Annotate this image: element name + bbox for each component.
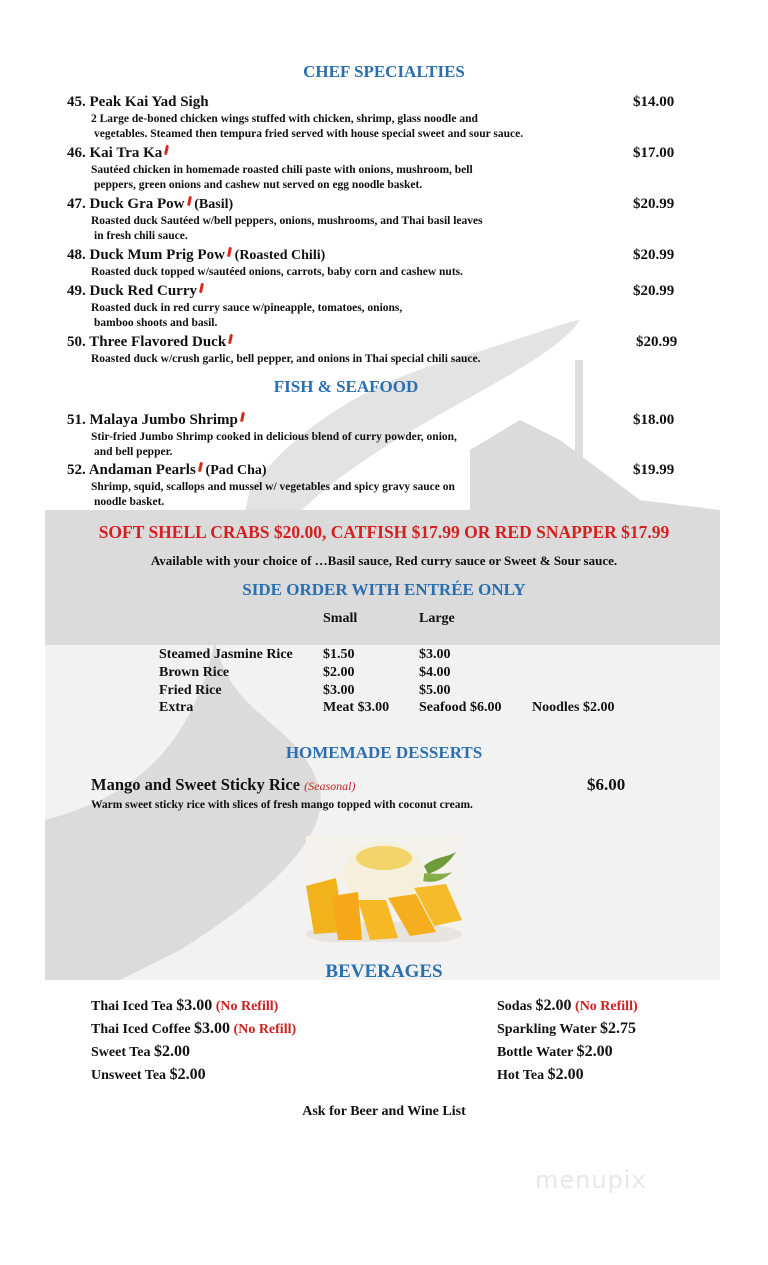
menupix-watermark: menupix [535,1166,647,1194]
beverage-name: Sparkling Water [497,1022,597,1037]
beverage-price: $2.00 [169,1066,206,1083]
desserts-heading: HOMEMADE DESSERTS [285,743,483,762]
menu-item-price: $20.99 [633,247,675,263]
menu-item-price: $20.99 [636,334,678,350]
menu-item [67,283,203,300]
beverage-price: $2.00 [154,1043,190,1060]
side-row-large: Seafood $6.00 [419,700,502,715]
beverage-name: Thai Iced Coffee [91,1022,191,1037]
side-row-extra: Noodles $2.00 [532,700,615,715]
beverage-refill-note: (No Refill) [215,999,279,1014]
specials-sauce-note: Available with your choice of …Basil sauce, Red curry sauce or Sweet & Sour sauce. [150,553,618,568]
beverages-heading: BEVERAGES [325,961,443,982]
menu-item-number: 45. [67,94,86,110]
menu-item-number: 49. [67,283,86,299]
menu-item-description: Sautéed chicken in homemade roasted chili paste with onions, mushroom, bell [91,164,473,176]
menu-item-number: 47. [67,196,86,212]
beer-wine-note: Ask for Beer and Wine List [302,1104,466,1119]
beverage-name: Unsweet Tea [91,1068,167,1083]
beverage-name: Sodas [497,999,533,1014]
side-row-small: $3.00 [323,683,355,698]
beverage-refill-note: (No Refill) [233,1022,297,1037]
dessert-price: $6.00 [587,775,626,794]
menu-item-name: Malaya Jumbo Shrimp [89,412,238,428]
dessert-seasonal-tag: (Seasonal) [304,779,356,793]
menu-item-price: $20.99 [633,196,675,212]
beverage-item [91,1043,190,1061]
dessert-description: Warm sweet sticky rice with slices of fresh mango topped with coconut cream. [91,799,473,811]
menu-item-price: $19.99 [633,462,675,478]
menu-item [67,94,209,111]
beverage-price: $2.00 [535,997,572,1014]
menu-item-description: in fresh chili sauce. [94,230,188,242]
menu-item-name: Andaman Pearls [88,462,196,478]
menu-item [67,145,168,162]
side-row-name: Brown Rice [159,665,230,680]
menu-item-subtitle: (Basil) [194,197,234,212]
menu-item-price: $17.00 [633,145,675,161]
menu-item-description: Roasted duck in red curry sauce w/pineapple, tomatoes, onions, [91,302,403,314]
side-row-small: $2.00 [323,665,355,680]
menu-item-description: Shrimp, squid, scallops and mussel w/ vegetables and spicy gravy sauce on [91,481,455,493]
chili-pepper-icon [186,196,191,206]
side-row-name: Fried Rice [159,683,222,698]
menu-item-name: Peak Kai Yad Sigh [89,94,209,110]
beverage-item [497,997,638,1015]
side-row-large: $3.00 [419,647,451,662]
side-row-large: $4.00 [419,665,451,680]
menu-item-name: Duck Mum Prig Pow [89,247,225,263]
side-col-small: Small [323,611,358,626]
dessert-name: Mango and Sweet Sticky Rice [91,775,300,794]
beverage-item [91,997,278,1015]
side-row-large: $5.00 [419,683,451,698]
menu-item-description: peppers, green onions and cashew nut served on egg noodle basket. [94,179,423,191]
side-row-small: $1.50 [323,647,355,662]
beverage-price: $3.00 [194,1020,231,1037]
menu-item-description: noodle basket. [94,496,165,508]
menu-item-description: Roasted duck w/crush garlic, bell pepper, and onions in Thai special chili sauce. [91,353,481,365]
beverage-item [497,1043,613,1061]
beverage-item [91,1066,206,1084]
beverage-price: $2.00 [547,1066,584,1083]
menu-item-number: 52. [67,462,86,478]
menu-item-name: Kai Tra Ka [89,145,163,161]
beverage-name: Bottle Water [497,1045,574,1060]
menu-item [67,196,233,213]
menu-item-price: $20.99 [633,283,675,299]
menu-item [67,462,267,479]
specials-headline: SOFT SHELL CRABS $20.00, CATFISH $17.99 OR RED SNAPPER $17.99 [98,522,670,542]
menu-item-description: Roasted duck topped w/sautéed onions, carrots, baby corn and cashew nuts. [91,266,463,278]
menu-item-number: 51. [67,412,86,428]
chili-pepper-icon [227,247,232,257]
menu-item-number: 46. [67,145,86,161]
beverage-price: $2.00 [576,1043,613,1060]
menu-item-number: 50. [67,334,86,350]
menu-item [67,412,244,429]
fish-seafood-heading: FISH & SEAFOOD [273,377,419,396]
beverage-item [91,1020,296,1038]
menu-item-name: Duck Red Curry [89,283,197,299]
chef-specialties-heading: CHEF SPECIALTIES [303,62,465,81]
menu-item-description: Roasted duck Sautéed w/bell peppers, onions, mushrooms, and Thai basil leaves [91,215,483,227]
menu-item-description: bamboo shoots and basil. [94,317,218,329]
menu-item [67,247,325,264]
side-col-large: Large [419,611,455,626]
beverage-item [497,1020,636,1038]
menu-item-subtitle: (Pad Cha) [205,463,267,478]
mango-sticky-rice-photo [306,836,462,942]
beverage-name: Hot Tea [497,1068,545,1083]
dessert-item [91,775,355,795]
beverage-name: Thai Iced Tea [91,999,173,1014]
menu-item-price: $14.00 [633,94,675,110]
menu-item-subtitle: (Roasted Chili) [234,248,326,263]
beverage-refill-note: (No Refill) [575,999,638,1014]
beverage-name: Sweet Tea [91,1045,151,1060]
chili-pepper-icon [198,462,203,472]
menu-item-name: Duck Gra Pow [89,196,185,212]
menu-item-description: Stir-fried Jumbo Shrimp cooked in delicious blend of curry powder, onion, [91,431,457,443]
side-row-name: Extra [159,700,194,715]
beverage-price: $2.75 [599,1020,636,1037]
side-row-name: Steamed Jasmine Rice [159,647,293,662]
beverage-item [497,1066,584,1084]
menu-item-name: Three Flavored Duck [89,334,227,350]
menu-item [67,334,232,351]
beverage-price: $3.00 [176,997,213,1014]
menu-item-description: vegetables. Steamed then tempura fried served with house special sweet and sour sauce. [94,128,524,140]
side-order-heading: SIDE ORDER WITH ENTRÉE ONLY [242,580,526,599]
menu-item-description: and bell pepper. [94,446,173,458]
menu-item-description: 2 Large de-boned chicken wings stuffed with chicken, shrimp, glass noodle and [91,113,478,125]
menu-item-price: $18.00 [633,412,675,428]
menu-item-number: 48. [67,247,86,263]
side-row-small: Meat $3.00 [323,700,390,715]
